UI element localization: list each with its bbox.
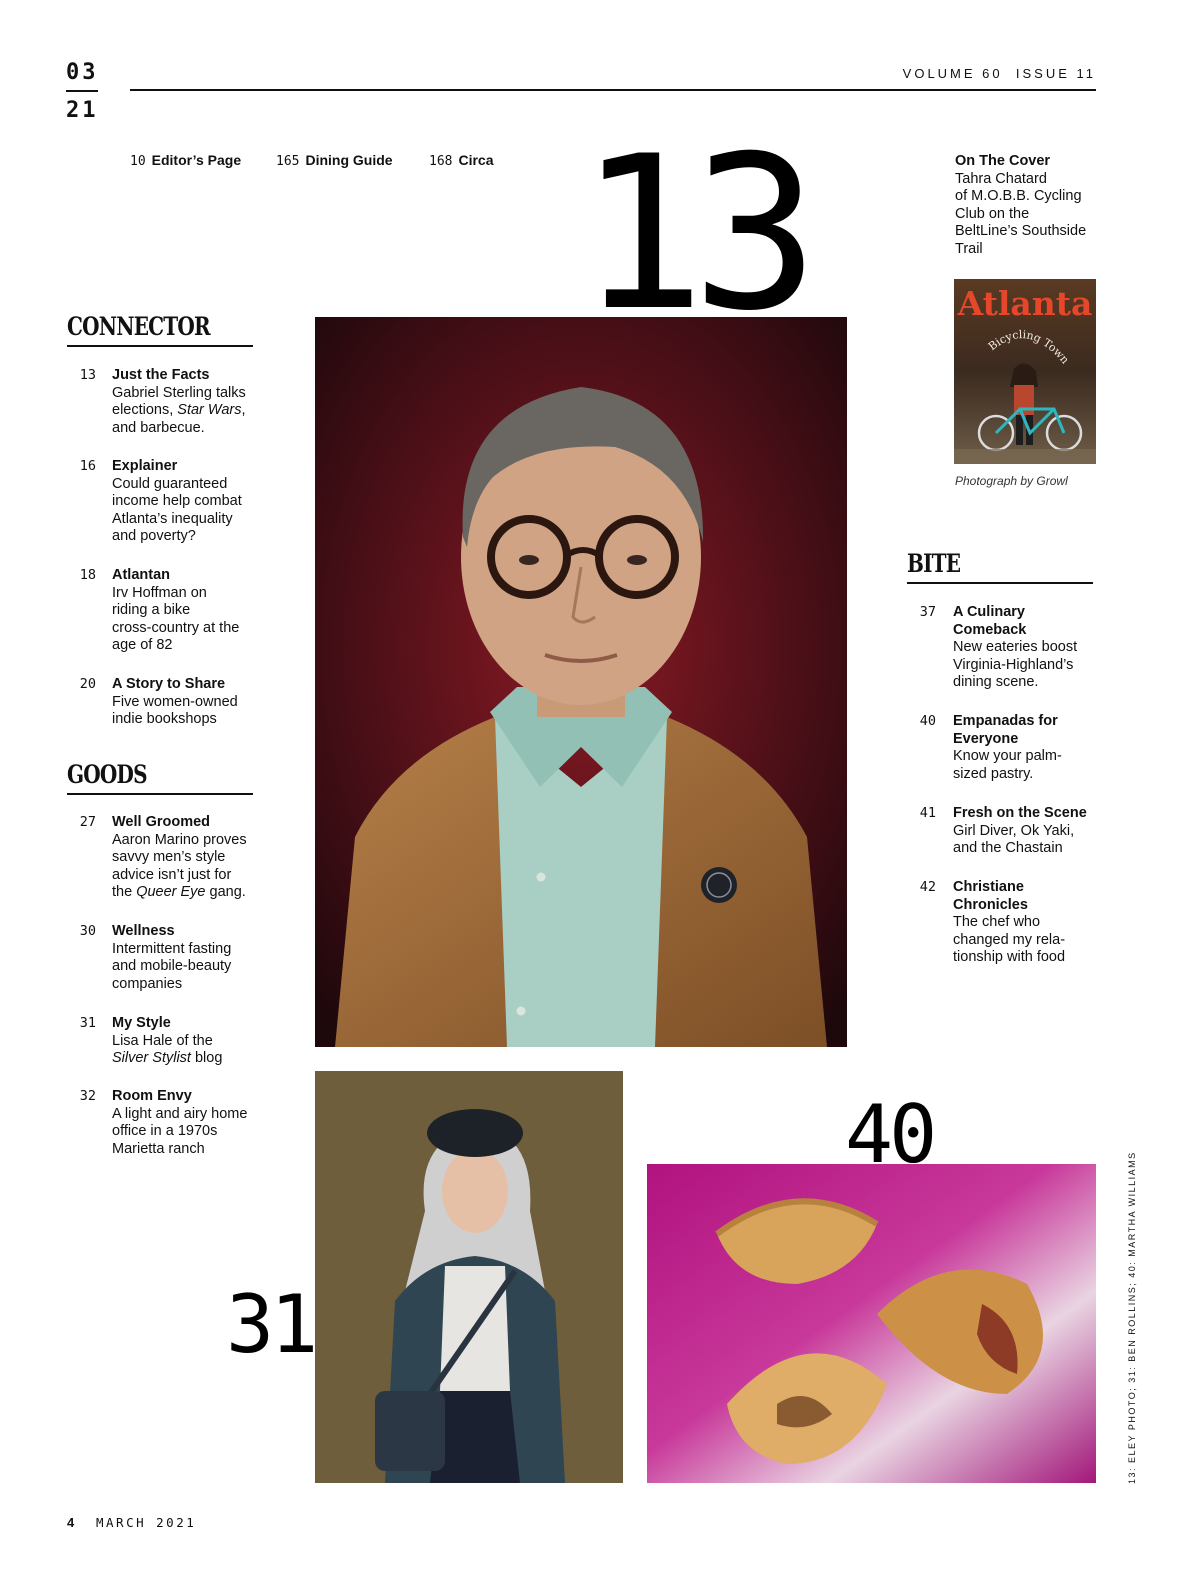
entry-title: Comeback <box>953 621 1027 638</box>
entry-desc: Virginia-Highland’s <box>953 656 1074 673</box>
entry-desc: Girl Diver, Ok Yaki, <box>953 822 1075 839</box>
photo-credits: 13: ELEY PHOTO; 31: BEN ROLLINS; 40: MARTHA WILLIAMS <box>1127 1151 1137 1484</box>
entry-desc: changed my rela- <box>953 931 1066 948</box>
section-heading-goods: GOODS <box>67 760 147 789</box>
cover-line: Club on the <box>955 205 1030 222</box>
volume-label: VOLUME 60 <box>902 66 1003 81</box>
entry-desc: Intermittent fasting <box>112 940 232 957</box>
entry-page: 41 <box>919 805 936 821</box>
empanadas-image <box>647 1164 1096 1483</box>
entry-desc: age of 82 <box>112 637 173 654</box>
issue-label: ISSUE 11 <box>1015 66 1096 81</box>
entry-title: Room Envy <box>112 1088 192 1104</box>
entry-desc: Irv Hoffman on <box>112 584 207 601</box>
entry-title: Wellness <box>112 923 175 939</box>
entry-desc: and the Chastain <box>953 840 1063 857</box>
entry-desc: elections, Star Wars, <box>112 402 246 419</box>
toplink-title: Dining Guide <box>305 152 393 168</box>
section-heading-connector: CONNECTOR <box>67 312 210 341</box>
entry-page: 30 <box>79 923 96 939</box>
empanadas-photo[interactable] <box>647 1164 1096 1483</box>
footer-month: MARCH 2021 <box>96 1515 197 1530</box>
entry-title: A Culinary <box>953 604 1025 620</box>
entry-desc: Atlanta’s inequality <box>112 510 233 527</box>
entry-page: 16 <box>79 458 96 474</box>
entry-title: Atlantan <box>112 567 170 583</box>
issue-year: 21 <box>66 98 99 123</box>
style-photo[interactable] <box>315 1071 623 1483</box>
entry-desc: office in a 1970s <box>112 1123 218 1140</box>
food-page-number: 40 <box>845 1088 934 1181</box>
cover-line: Trail <box>955 240 983 257</box>
cover-masthead: Atlanta <box>957 284 1093 323</box>
entry-desc: companies <box>112 975 183 992</box>
portrait-image <box>315 317 847 1047</box>
style-image <box>315 1071 623 1483</box>
entry-desc: the Queer Eye gang. <box>112 884 246 901</box>
section-rule <box>67 793 253 795</box>
entry-desc: The chef who <box>953 914 1041 931</box>
entry-page: 18 <box>79 567 96 583</box>
entry-title: Explainer <box>112 458 178 474</box>
entry-page: 31 <box>79 1015 96 1031</box>
entry-title: Everyone <box>953 730 1019 747</box>
volume-issue <box>903 66 1096 81</box>
entry-desc: savvy men’s style <box>112 849 226 866</box>
toplink-title: Circa <box>458 152 494 168</box>
entry-title: Christiane <box>953 879 1024 895</box>
cover-line: Tahra Chatard <box>955 170 1047 187</box>
entry-title: A Story to Share <box>112 676 226 692</box>
entry-desc: advice isn’t just for <box>112 866 232 883</box>
cover-line: BeltLine’s Southside <box>955 223 1087 240</box>
section-heading-bite: BITE <box>907 549 961 578</box>
feature-portrait-photo[interactable] <box>315 317 847 1047</box>
feature-page-number: 13 <box>578 110 806 357</box>
cover-tagline: Bicycling Town <box>985 328 1072 367</box>
entry-page: 20 <box>79 676 96 692</box>
toplink-page: 165 <box>276 154 300 169</box>
entry-desc: and barbecue. <box>112 419 205 436</box>
entry-desc: riding a bike <box>112 602 191 619</box>
section-rule <box>67 345 253 347</box>
entry-title: My Style <box>112 1015 171 1031</box>
entry-page: 42 <box>919 879 936 895</box>
toplink-page: 10 <box>130 154 146 169</box>
toplink-editors-page[interactable] <box>130 152 241 169</box>
toplink-title: Editor’s Page <box>151 152 242 168</box>
entry-title: Just the Facts <box>112 367 210 383</box>
footer-page-number: 4 <box>67 1515 75 1530</box>
entry-desc: and mobile-beauty <box>112 958 232 975</box>
entry-page: 40 <box>919 713 936 729</box>
entry-page: 32 <box>79 1088 96 1104</box>
entry-desc: Could guaranteed <box>112 475 228 492</box>
cover-photo-credit: Photograph by Growl <box>955 474 1068 488</box>
entry-desc: cross-country at the <box>112 619 240 636</box>
style-page-number: 31 <box>226 1278 315 1371</box>
entry-desc: Silver Stylist blog <box>112 1050 223 1067</box>
toplink-page: 168 <box>429 154 453 169</box>
date-divider <box>66 90 98 92</box>
section-rule <box>907 582 1093 584</box>
entry-desc: tionship with food <box>953 949 1066 966</box>
entry-desc: indie bookshops <box>112 711 217 728</box>
toplink-dining-guide[interactable] <box>276 152 393 169</box>
entry-desc: Know your palm- <box>953 748 1062 765</box>
cover-thumbnail[interactable] <box>954 279 1096 464</box>
entry-desc: Gabriel Sterling talks <box>112 384 246 401</box>
entry-desc: Aaron Marino proves <box>112 831 247 848</box>
entry-desc: and poverty? <box>112 528 196 545</box>
issue-month: 03 <box>66 60 99 85</box>
entry-page: 27 <box>79 814 96 830</box>
entry-desc: Five women-owned <box>112 693 238 710</box>
entry-desc: New eateries boost <box>953 639 1078 656</box>
entry-page: 37 <box>919 604 936 620</box>
cover-title: On The Cover <box>955 153 1051 169</box>
cover-image <box>954 279 1096 464</box>
header-rule <box>130 89 1096 91</box>
toplink-circa[interactable] <box>429 152 494 169</box>
cover-info <box>955 153 1086 259</box>
entry-desc: income help combat <box>112 493 242 510</box>
entry-desc: Lisa Hale of the <box>112 1032 213 1049</box>
entry-desc: sized pastry. <box>953 765 1034 782</box>
cover-line: of M.O.B.B. Cycling <box>955 188 1082 205</box>
entry-desc: dining scene. <box>953 674 1039 691</box>
entry-title: Fresh on the Scene <box>953 805 1087 821</box>
entry-desc: Marietta ranch <box>112 1140 205 1157</box>
entry-title: Empanadas for <box>953 713 1058 729</box>
entry-title: Well Groomed <box>112 814 211 830</box>
entry-title: Chronicles <box>953 896 1028 913</box>
entry-desc: A light and airy home <box>112 1105 248 1122</box>
entry-page: 13 <box>79 367 96 383</box>
